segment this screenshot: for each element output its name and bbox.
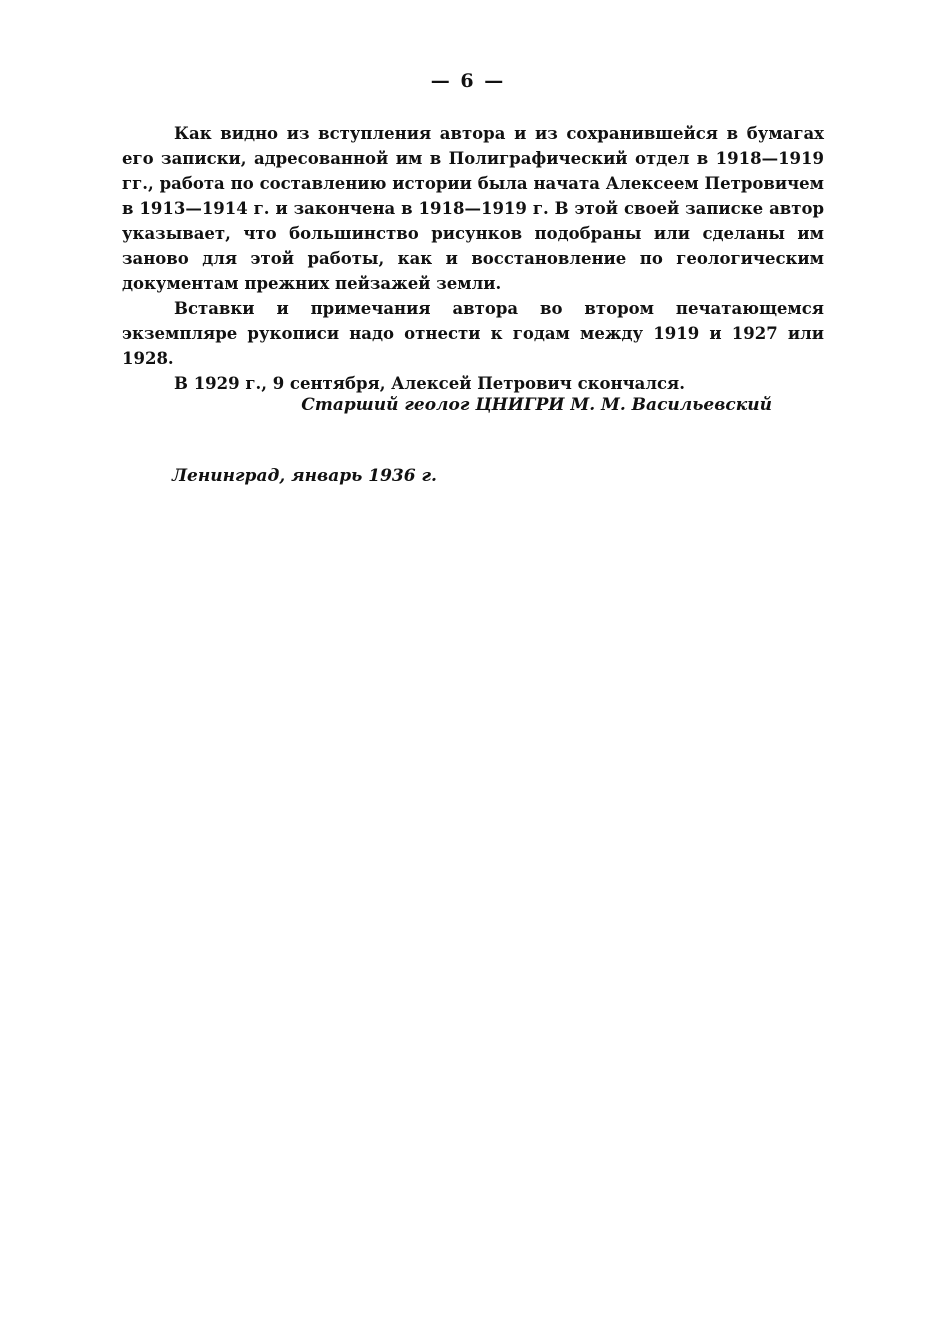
body-text [122, 121, 824, 396]
paragraph-2: Вставки и примечания автора во втором печатающемся экземпляре рукописи надо отнести к годам между 1919 и 1927 или 1928. [122, 299, 824, 368]
paragraph-3: В 1929 г., 9 сентября, Алексей Петрович скончался. [174, 374, 685, 393]
page-number: — 6 — [430, 70, 506, 92]
paragraph-1: Как видно из вступления автора и из сохранившейся в бумагах его записки, адресованной им в Полиграфический отдел в 1918—1919 гг., работа по составлению истории была начата Алексеем Петровичем в 1913—1914 г. и закончена в 1918—1919 г. В этой своей записке автор указывает, что большинство рисунков подобраны или сделаны им заново для этой работы, как и восстановление по геологическим документам прежних пейзажей земли. [122, 124, 824, 293]
place-date-line: Ленинград, январь 1936 г. [172, 466, 437, 486]
signature-line: Старший геолог ЦНИГРИ М. М. Васильевский [301, 395, 772, 415]
